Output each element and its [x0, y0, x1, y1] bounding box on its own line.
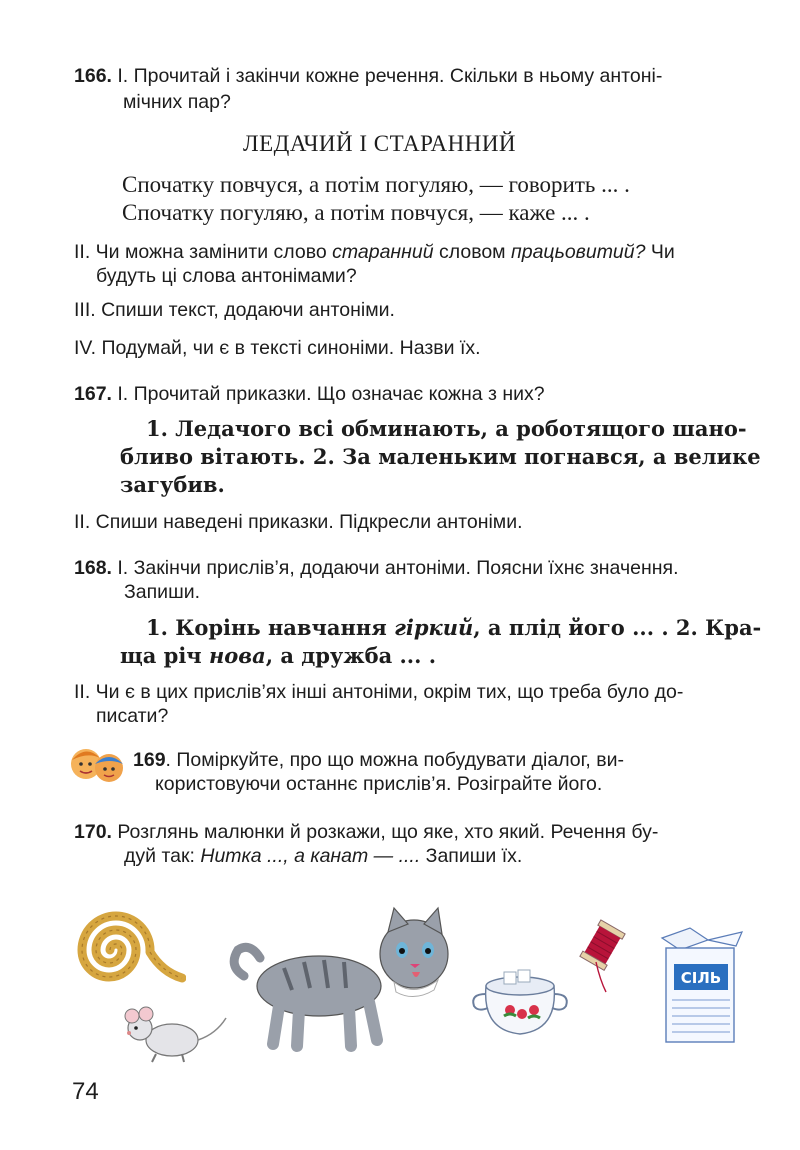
mouse-illustration: [120, 1000, 230, 1066]
exercise-number: 168.: [74, 557, 112, 579]
exercise-169-text: 169. Поміркуйте, про що можна побудувати діалог, ви-: [133, 749, 624, 771]
kitten-illustration: [224, 906, 464, 1056]
exercise-number: 169: [133, 749, 166, 771]
exercise-170-text: 170. Розглянь малюнки й розкажи, що яке, хто який. Речення бу-: [74, 821, 659, 843]
proverb-line: ща річ нова, а дружба ... .: [120, 643, 437, 668]
proverb-line: загубив.: [120, 472, 225, 497]
exercise-number: 166.: [74, 65, 112, 87]
proverb-line: 1. Ледачого всі обминають, а роботящого шано-: [146, 416, 747, 441]
exercise-166-task3: III. Спиши текст, додаючи антоніми.: [74, 299, 395, 321]
proverb-line: бливо вітають. 2. За маленьким погнався, а велике: [120, 444, 761, 469]
poem-line: Спочатку погуляю, а потім повчуся, — каже ... .: [122, 200, 590, 225]
exercise-167-task1: 167. І. Прочитай приказки. Що означає кожна з них?: [74, 383, 545, 405]
exercise-166-task1-cont: мічних пар?: [123, 91, 231, 113]
exercise-168-task2: II. Чи є в цих прислів’ях інші антоніми, окрім тих, що треба було до-: [74, 681, 684, 703]
exercise-169-text-cont: користовуючи останнє прислів’я. Розіграйте його.: [155, 773, 603, 795]
salt-box-illustration: [656, 924, 748, 1046]
thread-spool-illustration: [574, 916, 630, 996]
proverb-line: 1. Корінь навчання гіркий, а плід його ... . 2. Кра-: [146, 615, 762, 640]
rope-coil-illustration: [66, 906, 186, 992]
exercise-168-task1-cont: Запиши.: [124, 581, 201, 603]
poem-title: ЛЕДАЧИЙ І СТАРАННИЙ: [243, 131, 517, 156]
pair-work-icon: [66, 742, 128, 784]
salt-box-label: СІЛЬ: [680, 969, 722, 987]
exercise-166-task4: IV. Подумай, чи є в тексті синоніми. Назви їх.: [74, 337, 481, 359]
page-number: 74: [72, 1078, 99, 1105]
sugar-bowl-illustration: [468, 960, 574, 1040]
exercise-number: 170.: [74, 821, 112, 843]
exercise-167-task2: II. Спиши наведені приказки. Підкресли антоніми.: [74, 511, 523, 533]
exercise-number: 167.: [74, 383, 112, 405]
exercise-166-task2-cont: будуть ці слова антонімами?: [96, 265, 357, 287]
exercise-170-text-cont: дуй так: Нитка ..., а канат — .... Запиши їх.: [124, 845, 523, 867]
exercise-168-task1: 168. І. Закінчи прислів’я, додаючи антоніми. Поясни їхнє значення.: [74, 557, 679, 579]
exercise-166-task2: II. Чи можна замінити слово старанний словом працьовитий? Чи: [74, 241, 675, 263]
exercise-168-task2-cont: писати?: [96, 705, 169, 727]
poem-line: Спочатку повчуся, а потім погуляю, — говорить ... .: [122, 172, 630, 197]
exercise-166-task1: 166. І. Прочитай і закінчи кожне речення. Скільки в ньому антоні-: [74, 65, 663, 87]
